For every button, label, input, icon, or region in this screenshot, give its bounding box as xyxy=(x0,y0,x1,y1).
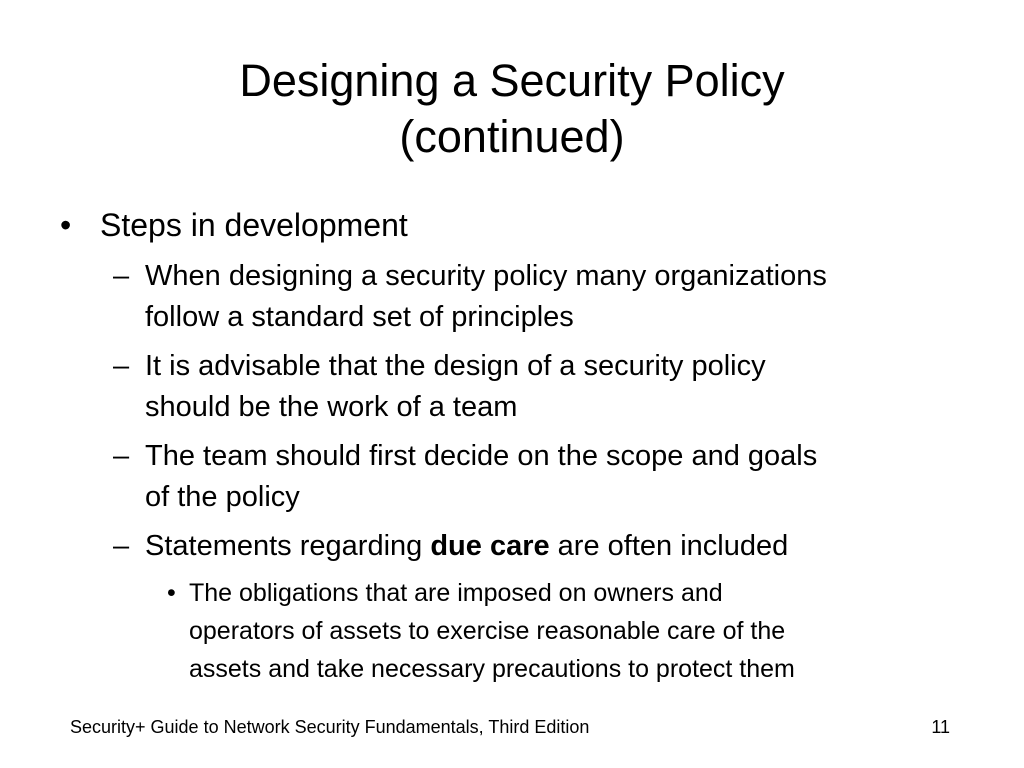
title-line-2: (continued) xyxy=(399,111,625,162)
due-care-prefix: Statements regarding xyxy=(145,530,431,562)
dash-glyph: – xyxy=(113,350,130,382)
sub-sub-bullet-line: The obligations that are imposed on owners and xyxy=(189,579,723,607)
sub-bullet-line: The team should first decide on the scope and goals xyxy=(145,440,818,472)
sub-bullet-text xyxy=(145,436,965,518)
sub-bullet-line: When designing a security policy many organizations xyxy=(145,260,827,292)
title-line-1: Designing a Security Policy xyxy=(239,55,785,106)
sub-bullet-text xyxy=(145,256,965,338)
page-number: 11 xyxy=(931,717,950,737)
sub-bullet-line: of the policy xyxy=(145,481,300,513)
sub-sub-bullet-line: assets and take necessary precautions to protect them xyxy=(189,655,795,683)
dash-glyph: – xyxy=(113,440,130,472)
sub-bullet-line: It is advisable that the design of a security policy xyxy=(145,350,766,382)
sub-bullet-line: follow a standard set of principles xyxy=(145,301,574,333)
slide-title xyxy=(0,53,1024,165)
sub-bullet-text xyxy=(145,526,965,567)
sub-bullet-line xyxy=(145,526,965,567)
bullet-glyph: • xyxy=(60,207,72,243)
sub-bullet-line: should be the work of a team xyxy=(145,391,518,423)
sub-bullet-text xyxy=(145,346,965,428)
dash-glyph: – xyxy=(113,260,130,292)
bullet-glyph: • xyxy=(167,579,176,607)
dash-glyph: – xyxy=(113,530,130,562)
bullet-text: Steps in development xyxy=(100,207,408,243)
sub-sub-bullet-line: operators of assets to exercise reasonable care of the xyxy=(189,617,786,645)
due-care-term: due care xyxy=(430,530,550,562)
due-care-suffix: are often included xyxy=(549,530,789,562)
slide-footer: Security+ Guide to Network Security Fundamentals, Third Edition xyxy=(70,717,590,737)
sub-sub-bullet-text xyxy=(189,574,969,688)
